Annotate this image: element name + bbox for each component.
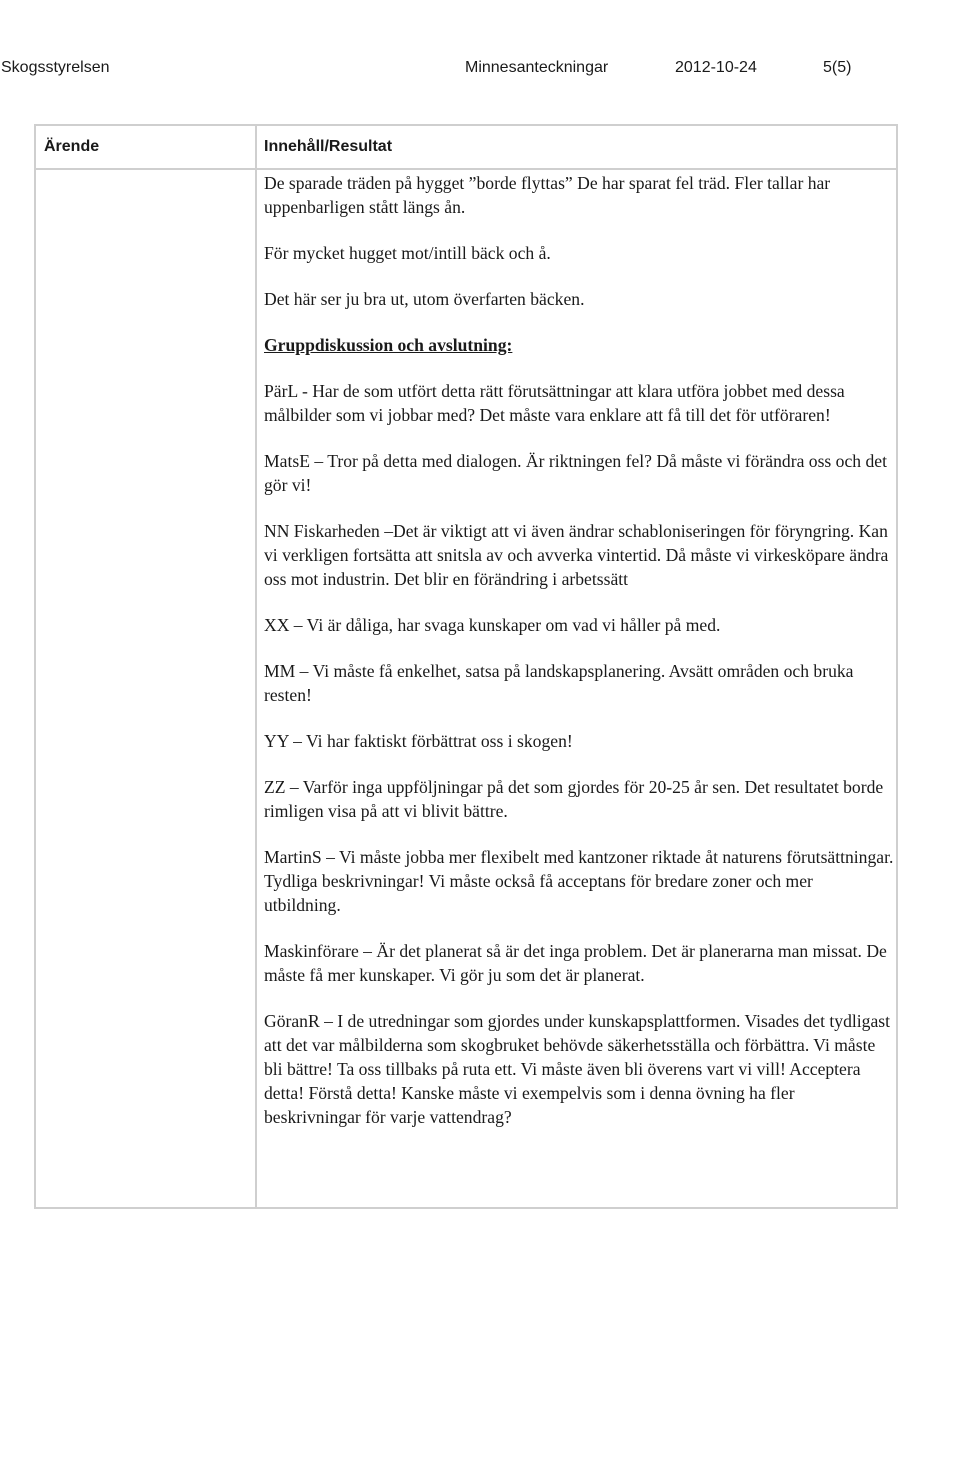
document-type: Minnesanteckningar xyxy=(465,59,609,76)
column-header-issue: Ärende xyxy=(44,138,100,155)
content-cell xyxy=(264,171,894,1151)
paragraph: NN Fiskarheden –Det är viktigt att vi även ändrar schabloniseringen för föryngring. Kan vi verkligen fortsätta att snitsla av och avverka vintertid. Då måste vi virkesköpare ändra oss mot industrin. Det blir en förändring i arbetssätt xyxy=(264,521,889,589)
paragraph: MartinS – Vi måste jobba mer flexibelt med kantzoner riktade åt naturens förutsättningar. Tydliga beskrivningar! Vi måste också få acceptans för bredare zoner och mer utbildning. xyxy=(264,847,894,915)
paragraph: Maskinförare – Är det planerat så är det inga problem. Det är planerarna man missat. De måste få mer kunskaper. Vi gör ju som det är planerat. xyxy=(264,941,887,985)
paragraph: MatsE – Tror på detta med dialogen. Är riktningen fel? Då måste vi förändra oss och det gör vi! xyxy=(264,451,887,495)
paragraph: MM – Vi måste få enkelhet, satsa på landskapsplanering. Avsätt områden och bruka resten! xyxy=(264,661,854,705)
paragraph: Det här ser ju bra ut, utom överfarten bäcken. xyxy=(264,289,585,309)
organization-name: Skogsstyrelsen xyxy=(1,59,110,76)
paragraph: ZZ – Varför inga uppföljningar på det som gjordes för 20-25 år sen. Det resultatet borde rimligen visa på att vi blivit bättre. xyxy=(264,777,884,821)
page-header xyxy=(0,56,960,80)
column-divider xyxy=(255,126,257,1207)
paragraph: PärL - Har de som utfört detta rätt förutsättningar att klara utföra jobbet med dessa målbilder som vi jobbar med? Det måste vara enklare att få till det för utföraren! xyxy=(264,381,845,425)
document-date: 2012-10-24 xyxy=(675,59,757,76)
paragraph: XX – Vi är dåliga, har svaga kunskaper om vad vi håller på med. xyxy=(264,615,721,635)
header-row-divider xyxy=(36,168,896,170)
paragraph: De sparade träden på hygget ”borde flyttas” De har sparat fel träd. Fler tallar har uppenbarligen stått längs ån. xyxy=(264,173,831,217)
paragraph: GöranR – I de utredningar som gjordes under kunskapsplattformen. Visades det tydligast att det var målbilderna som skogbruket behövde säkerhetsställa och förbättra. Vi måste bli bättre! Ta oss tillbaks på ruta ett. Vi måste även bli överens vart vi vill! Acceptera detta! Förstå detta! Kanske måste vi exempelvis som i denna övning ha fler beskrivningar för varje vattendrag? xyxy=(264,1011,891,1127)
section-heading: Gruppdiskussion och avslutning: xyxy=(264,335,513,355)
column-header-content: Innehåll/Resultat xyxy=(264,138,393,155)
minutes-table xyxy=(34,124,898,1209)
paragraph: För mycket hugget mot/intill bäck och å. xyxy=(264,243,551,263)
page-number: 5(5) xyxy=(823,59,852,76)
paragraph: YY – Vi har faktiskt förbättrat oss i skogen! xyxy=(264,731,573,751)
